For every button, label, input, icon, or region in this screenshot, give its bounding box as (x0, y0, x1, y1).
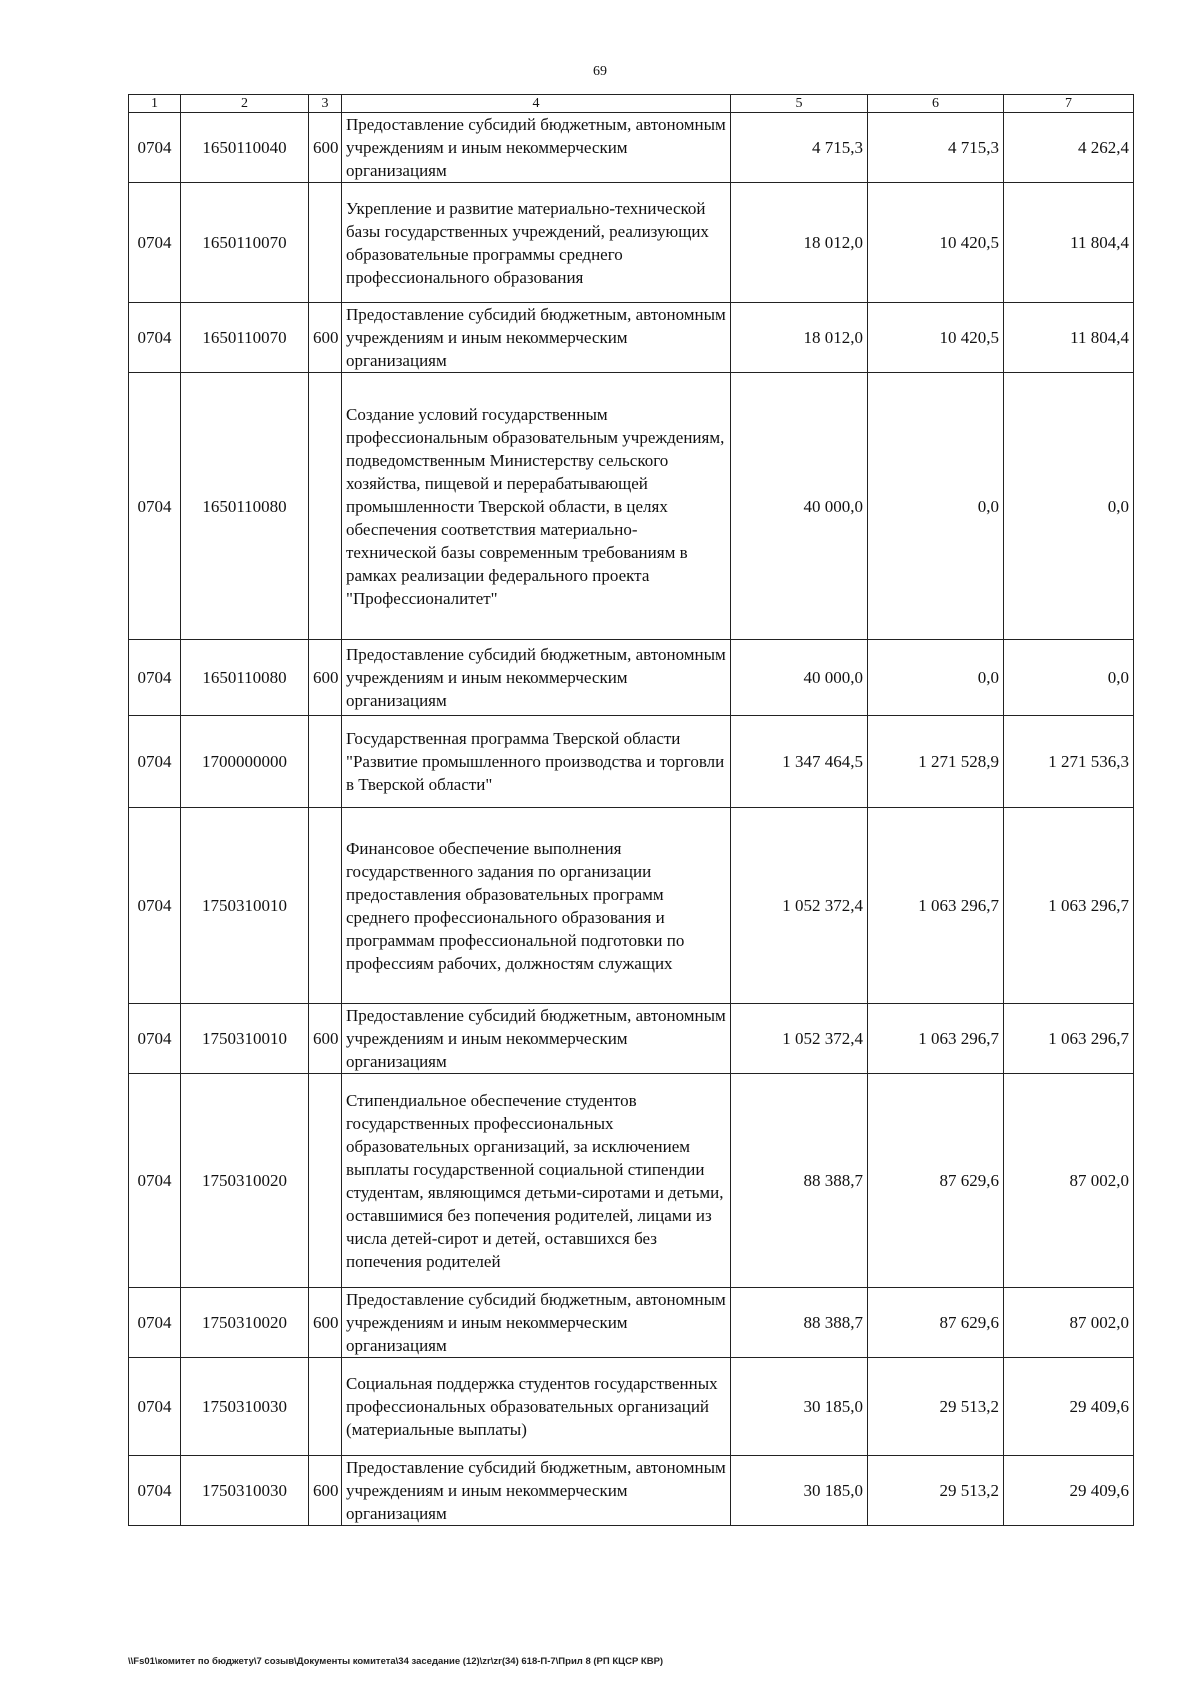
section-code: 0704 (129, 183, 181, 303)
expense-type-code (309, 808, 342, 1004)
expense-description: Предоставление субсидий бюджетным, автономным учреждениям и иным некоммерческим организациям (342, 1004, 731, 1074)
amount-col-6: 1 063 296,7 (868, 1004, 1004, 1074)
amount-col-6: 4 715,3 (868, 113, 1004, 183)
table-row (129, 1358, 1134, 1456)
amount-col-7: 87 002,0 (1004, 1074, 1134, 1288)
table-row (129, 1456, 1134, 1526)
target-article-code: 1750310030 (181, 1456, 309, 1526)
section-code: 0704 (129, 1288, 181, 1358)
amount-col-6: 87 629,6 (868, 1288, 1004, 1358)
page-number: 69 (593, 64, 607, 79)
table-row (129, 373, 1134, 640)
amount-col-6: 10 420,5 (868, 183, 1004, 303)
section-code: 0704 (129, 1456, 181, 1526)
table-row (129, 303, 1134, 373)
section-code: 0704 (129, 640, 181, 716)
amount-col-5: 88 388,7 (731, 1288, 868, 1358)
amount-col-6: 29 513,2 (868, 1456, 1004, 1526)
target-article-code: 1750310030 (181, 1358, 309, 1456)
target-article-code: 1750310020 (181, 1288, 309, 1358)
section-code: 0704 (129, 113, 181, 183)
table-row (129, 808, 1134, 1004)
amount-col-5: 88 388,7 (731, 1074, 868, 1288)
expense-description: Стипендиальное обеспечение студентов государственных профессиональных образовательных организаций, за исключением выплаты государственной социальной стипендии студентам, являющимся детьми-сиротами и детьми, оставшимися без попечения родителей, лицами из числа детей-сирот и детей, оставшихся без попечения родителей (342, 1074, 731, 1288)
expense-type-code (309, 373, 342, 640)
amount-col-5: 40 000,0 (731, 373, 868, 640)
table-row (129, 640, 1134, 716)
amount-col-6: 0,0 (868, 373, 1004, 640)
header-cell-1: 1 (129, 95, 181, 113)
expense-description: Предоставление субсидий бюджетным, автономным учреждениям и иным некоммерческим организациям (342, 303, 731, 373)
expense-description: Финансовое обеспечение выполнения государственного задания по организации предоставления образовательных программ среднего профессионального образования и программам профессиональной подготовки по профессиям рабочих, должностям служащих (342, 808, 731, 1004)
expense-description: Социальная поддержка студентов государственных профессиональных образовательных организаций (материальные выплаты) (342, 1358, 731, 1456)
amount-col-6: 10 420,5 (868, 303, 1004, 373)
amount-col-6: 29 513,2 (868, 1358, 1004, 1456)
section-code: 0704 (129, 1358, 181, 1456)
header-cell-4: 4 (342, 95, 731, 113)
amount-col-5: 18 012,0 (731, 303, 868, 373)
expense-description: Предоставление субсидий бюджетным, автономным учреждениям и иным некоммерческим организациям (342, 1288, 731, 1358)
header-cell-7: 7 (1004, 95, 1134, 113)
amount-col-6: 1 271 528,9 (868, 716, 1004, 808)
header-cell-3: 3 (309, 95, 342, 113)
expense-description: Предоставление субсидий бюджетным, автономным учреждениям и иным некоммерческим организациям (342, 113, 731, 183)
table-row (129, 1074, 1134, 1288)
target-article-code: 1650110040 (181, 113, 309, 183)
amount-col-7: 11 804,4 (1004, 183, 1134, 303)
amount-col-7: 29 409,6 (1004, 1358, 1134, 1456)
amount-col-5: 1 052 372,4 (731, 808, 868, 1004)
amount-col-5: 18 012,0 (731, 183, 868, 303)
amount-col-7: 11 804,4 (1004, 303, 1134, 373)
header-cell-5: 5 (731, 95, 868, 113)
expense-type-code (309, 183, 342, 303)
amount-col-5: 30 185,0 (731, 1358, 868, 1456)
table-row (129, 1288, 1134, 1358)
expense-type-code: 600 (309, 1456, 342, 1526)
amount-col-5: 4 715,3 (731, 113, 868, 183)
expense-description: Укрепление и развитие материально-технической базы государственных учреждений, реализующих образовательные программы среднего профессионального образования (342, 183, 731, 303)
table-row (129, 1004, 1134, 1074)
expense-type-code: 600 (309, 1004, 342, 1074)
section-code: 0704 (129, 1004, 181, 1074)
amount-col-7: 1 271 536,3 (1004, 716, 1134, 808)
table-row (129, 183, 1134, 303)
target-article-code: 1750310010 (181, 1004, 309, 1074)
expense-description: Предоставление субсидий бюджетным, автономным учреждениям и иным некоммерческим организациям (342, 640, 731, 716)
expense-type-code (309, 1074, 342, 1288)
expense-type-code: 600 (309, 640, 342, 716)
amount-col-5: 40 000,0 (731, 640, 868, 716)
header-row (129, 95, 1134, 113)
target-article-code: 1650110080 (181, 373, 309, 640)
target-article-code: 1650110080 (181, 640, 309, 716)
expense-description: Создание условий государственным профессиональным образовательным учреждениям, подведомственным Министерству сельского хозяйства, пищевой и перерабатывающей промышленности Тверской области, в целях обеспечения соответствия материально-технической базы современным требованиям в рамках реализации федерального проекта "Профессионалитет" (342, 373, 731, 640)
section-code: 0704 (129, 808, 181, 1004)
section-code: 0704 (129, 1074, 181, 1288)
amount-col-6: 1 063 296,7 (868, 808, 1004, 1004)
amount-col-5: 1 052 372,4 (731, 1004, 868, 1074)
expense-type-code: 600 (309, 303, 342, 373)
table-row (129, 716, 1134, 808)
section-code: 0704 (129, 716, 181, 808)
amount-col-5: 30 185,0 (731, 1456, 868, 1526)
amount-col-7: 0,0 (1004, 640, 1134, 716)
amount-col-7: 87 002,0 (1004, 1288, 1134, 1358)
header-cell-6: 6 (868, 95, 1004, 113)
target-article-code: 1750310010 (181, 808, 309, 1004)
target-article-code: 1650110070 (181, 183, 309, 303)
expense-type-code (309, 1358, 342, 1456)
target-article-code: 1650110070 (181, 303, 309, 373)
amount-col-5: 1 347 464,5 (731, 716, 868, 808)
amount-col-6: 87 629,6 (868, 1074, 1004, 1288)
amount-col-7: 1 063 296,7 (1004, 1004, 1134, 1074)
target-article-code: 1750310020 (181, 1074, 309, 1288)
expense-description: Государственная программа Тверской области "Развитие промышленного производства и торговли в Тверской области" (342, 716, 731, 808)
table-row (129, 113, 1134, 183)
amount-col-7: 1 063 296,7 (1004, 808, 1134, 1004)
amount-col-7: 0,0 (1004, 373, 1134, 640)
section-code: 0704 (129, 373, 181, 640)
budget-table (128, 94, 1134, 1526)
amount-col-7: 4 262,4 (1004, 113, 1134, 183)
expense-type-code: 600 (309, 113, 342, 183)
expense-type-code: 600 (309, 1288, 342, 1358)
amount-col-6: 0,0 (868, 640, 1004, 716)
amount-col-7: 29 409,6 (1004, 1456, 1134, 1526)
expense-type-code (309, 716, 342, 808)
section-code: 0704 (129, 303, 181, 373)
expense-description: Предоставление субсидий бюджетным, автономным учреждениям и иным некоммерческим организациям (342, 1456, 731, 1526)
header-cell-2: 2 (181, 95, 309, 113)
target-article-code: 1700000000 (181, 716, 309, 808)
footer-file-path: \\Fs01\комитет по бюджету\7 созыв\Документы комитета\34 заседание (12)\zr\zr(34) 618-П-7\Прил 8 (РП КЦСР КВР) (128, 1656, 664, 1667)
